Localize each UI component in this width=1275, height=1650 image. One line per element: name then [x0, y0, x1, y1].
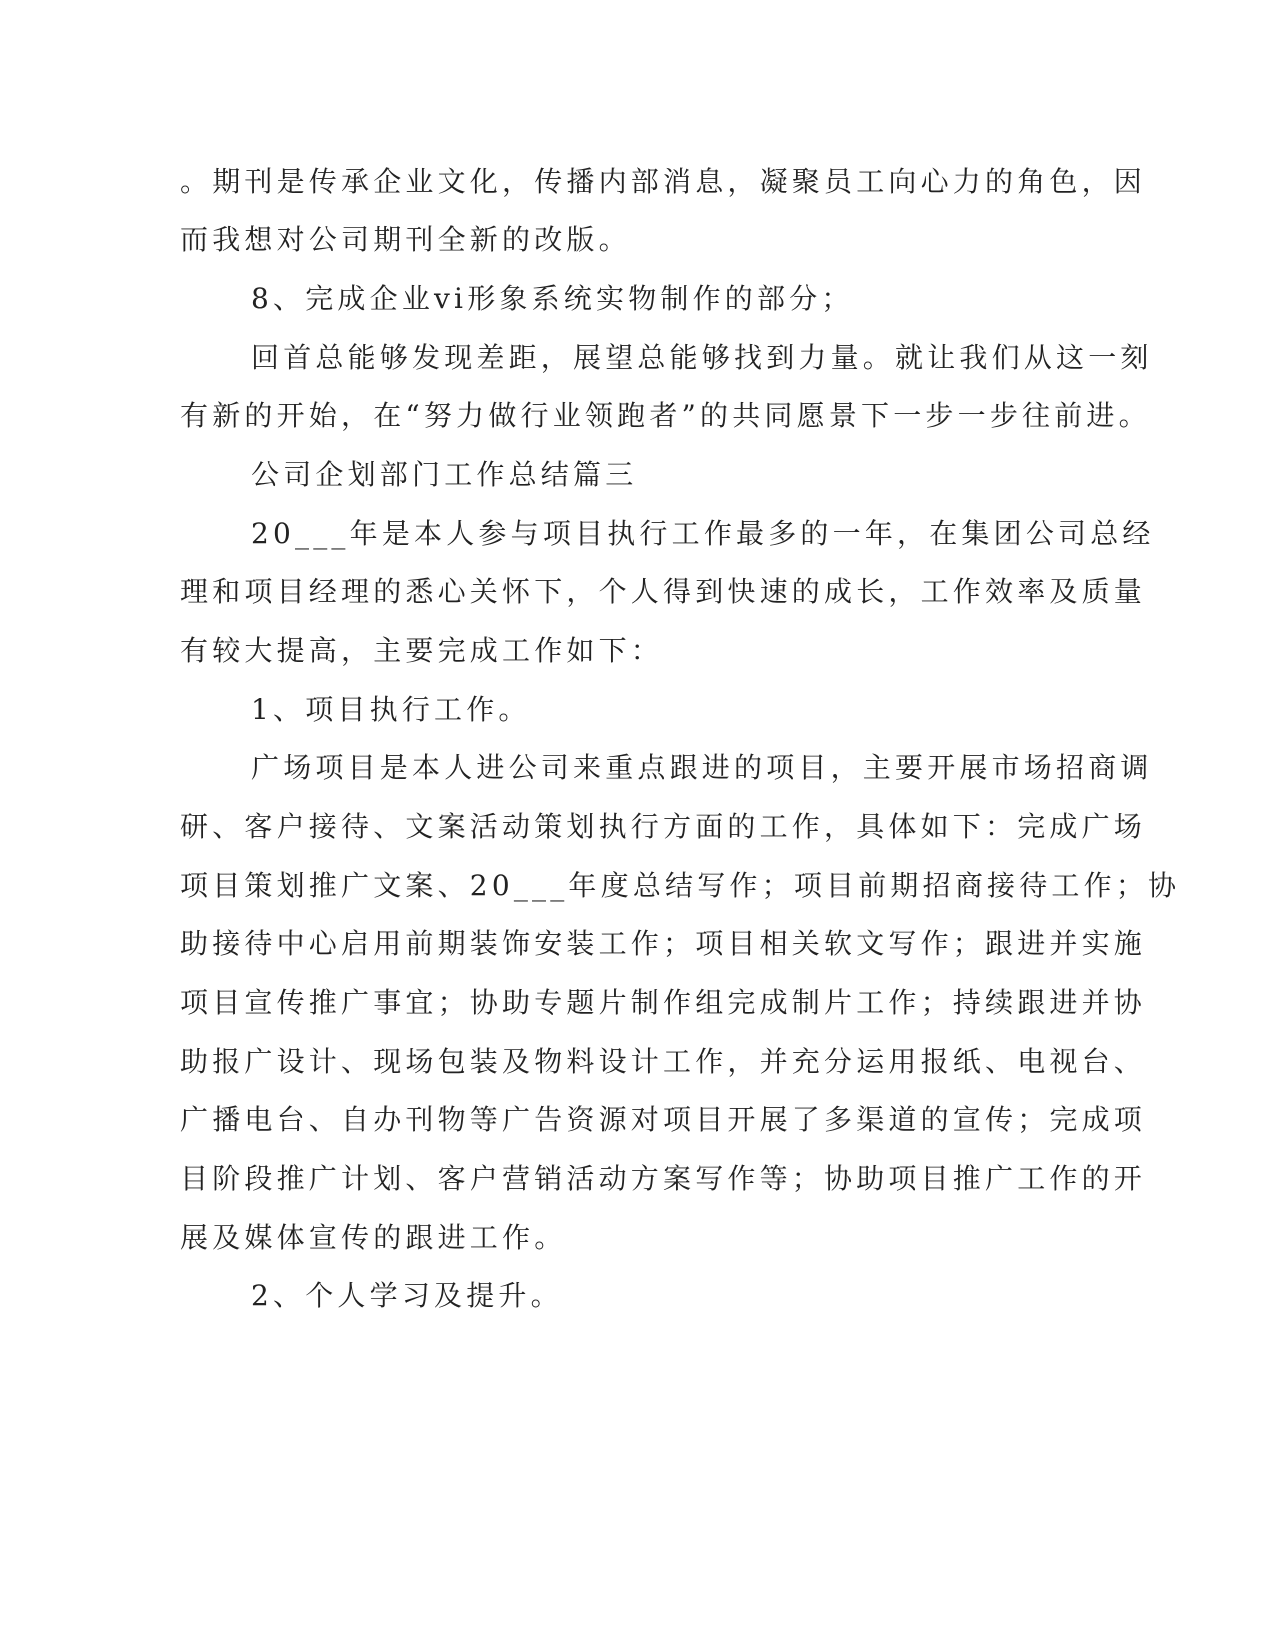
text-line: 有新的开始，在“努力做行业领跑者”的共同愿景下一步一步往前进。: [180, 399, 1151, 432]
section-heading: 公司企划部门工作总结篇三: [251, 458, 638, 491]
text-line: 。期刊是传承企业文化，传播内部消息，凝聚员工向心力的角色，因: [180, 165, 1147, 198]
text-line: 理和项目经理的悉心关怀下，个人得到快速的成长，工作效率及质量: [180, 575, 1147, 608]
text-line: 项目宣传推广事宜；协助专题片制作组完成制片工作；持续跟进并协: [180, 986, 1147, 1019]
text-line: 目阶段推广计划、客户营销活动方案写作等；协助项目推广工作的开: [180, 1162, 1147, 1195]
text-line: 广场项目是本人进公司来重点跟进的项目，主要开展市场招商调: [251, 751, 1153, 784]
text-line: 广播电台、自办刊物等广告资源对项目开展了多渠道的宣传；完成项: [180, 1103, 1147, 1136]
text-line: 助接待中心启用前期装饰安装工作；项目相关软文写作；跟进并实施: [180, 927, 1147, 960]
text-line: 有较大提高，主要完成工作如下：: [180, 634, 664, 667]
text-line: 回首总能够发现差距，展望总能够找到力量。就让我们从这一刻: [251, 341, 1153, 374]
text-line: 展及媒体宣传的跟进工作。: [180, 1221, 567, 1254]
list-item: 1、项目执行工作。: [251, 693, 531, 726]
list-item: 2、个人学习及提升。: [251, 1279, 563, 1312]
text-line: 研、客户接待、文案活动策划执行方面的工作，具体如下：完成广场: [180, 810, 1147, 843]
text-line: 而我想对公司期刊全新的改版。: [180, 223, 631, 256]
text-line: 20___年是本人参与项目执行工作最多的一年，在集团公司总经: [251, 517, 1155, 550]
text-line: 助报广设计、现场包装及物料设计工作，并充分运用报纸、电视台、: [180, 1045, 1147, 1078]
list-item: 8、完成企业vi形象系统实物制作的部分；: [251, 282, 854, 315]
text-line: 项目策划推广文案、20___年度总结写作；项目前期招商接待工作；协: [180, 869, 1181, 902]
